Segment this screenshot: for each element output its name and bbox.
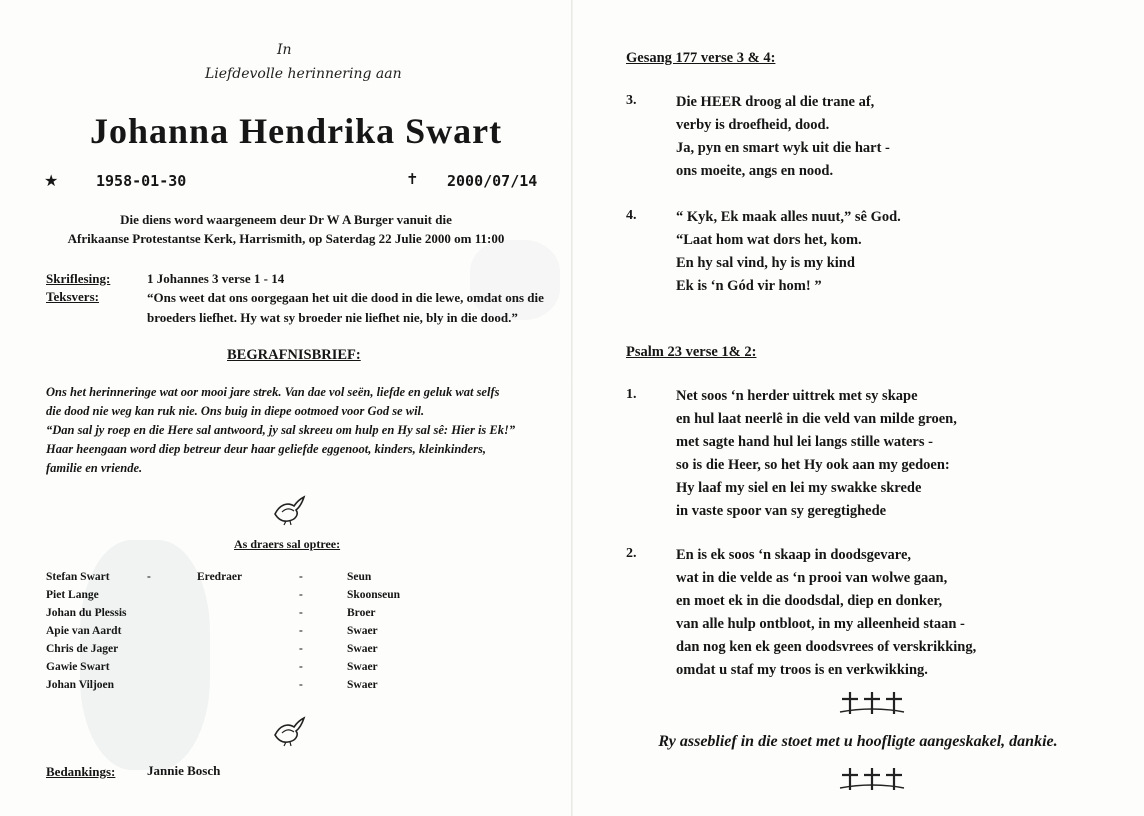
verse-line: Ja, pyn en smart wyk uit die hart -	[676, 140, 890, 156]
verse-number: 2.	[626, 546, 637, 561]
birth-date: 1958-01-30	[96, 172, 187, 190]
three-crosses-icon	[838, 690, 906, 716]
bearer-relation: Seun	[347, 571, 372, 583]
hymn-verse-3	[676, 91, 890, 183]
bearer-relation: Swaer	[347, 679, 378, 691]
bearer-dash: -	[299, 571, 303, 583]
bearer-relation: Broer	[347, 607, 376, 619]
verse-line: En hy sal vind, hy is my kind	[676, 255, 855, 271]
table-row	[46, 679, 446, 697]
verse-line: omdat u staf my troos is en verkwikking.	[676, 662, 928, 678]
verse-line: Hy laaf my siel en lei my swakke skrede	[676, 480, 922, 496]
closing-note: Ry asseblief in die stoet met u hoofligte aangeskakel, dankie.	[658, 733, 1058, 750]
bearers-heading: As draers sal optree:	[234, 537, 341, 551]
bearer-relation: Swaer	[347, 643, 378, 655]
verse-line: Ek is ‘n Gód vir hom! ”	[676, 278, 822, 294]
verse-number: 1.	[626, 387, 637, 402]
verse-number: 3.	[626, 93, 637, 108]
psalm-heading: Psalm 23 verse 1& 2:	[626, 344, 757, 360]
verse-line: in vaste spoor van sy geregtighede	[676, 503, 887, 519]
verse-line: en hul laat neerlê in die veld van milde groen,	[676, 411, 957, 427]
letter-line: familie en vriende.	[46, 461, 143, 475]
psalm-verse-1	[676, 385, 957, 523]
text-line-2: broeders liefhet. Hy wat sy broeder nie liefhet nie, bly in die dood.”	[147, 310, 518, 325]
reading-label: Skriflesing:	[46, 271, 111, 286]
verse-line: “Laat hom wat dors het, kom.	[676, 232, 862, 248]
bearer-relation: Skoonseun	[347, 589, 401, 601]
right-page	[572, 0, 1144, 816]
death-date: 2000/07/14	[447, 172, 538, 190]
verse-line: wat in die velde as ‘n prooi van wolwe gaan,	[676, 570, 948, 586]
verse-line: ons moeite, angs en nood.	[676, 163, 834, 179]
letter-line: Haar heengaan word diep betreur deur haar geliefde eggenoot, kinders, kleinkinders,	[46, 442, 486, 456]
verse-line: verby is droefheid, dood.	[676, 117, 830, 133]
table-row	[46, 571, 446, 589]
bearer-dash: -	[299, 607, 303, 619]
bearer-name: Chris de Jager	[46, 643, 119, 655]
in-label: In	[277, 42, 292, 58]
verse-line: so is die Heer, so het Hy ook aan my gedoen:	[676, 457, 950, 473]
hymn-verse-4	[676, 206, 901, 298]
thanks-value: Jannie Bosch	[147, 763, 221, 778]
bearer-name: Gawie Swart	[46, 661, 110, 673]
verse-line: Die HEER droog al die trane af,	[676, 94, 875, 110]
verse-number: 4.	[626, 208, 637, 223]
bearer-name: Johan Viljoen	[46, 679, 115, 691]
star-icon: ★	[44, 173, 59, 190]
bearers-table	[46, 571, 446, 697]
reading-value: 1 Johannes 3 verse 1 - 14	[147, 271, 285, 286]
table-row	[46, 661, 446, 679]
verse-line: dan nog ken ek geen doodsvrees of verskrikking,	[676, 639, 977, 655]
bearer-role: Eredraer	[197, 571, 243, 583]
bearer-name: Stefan Swart	[46, 571, 110, 583]
memory-label: Liefdevolle herinnering aan	[205, 66, 402, 82]
bearer-dash: -	[147, 571, 151, 583]
three-crosses-icon	[838, 766, 906, 792]
bearer-relation: Swaer	[347, 625, 378, 637]
bearer-dash: -	[299, 625, 303, 637]
bearer-relation: Swaer	[347, 661, 378, 673]
letter-line: Ons het herinneringe wat oor mooi jare strek. Van dae vol seën, liefde en geluk wat selfs	[46, 385, 500, 399]
bearer-dash: -	[299, 643, 303, 655]
bearer-dash: -	[299, 679, 303, 691]
bearer-name: Piet Lange	[46, 589, 99, 601]
table-row	[46, 607, 446, 625]
psalm-verse-2	[676, 544, 976, 682]
verse-line: En is ek soos ‘n skaap in doodsgevare,	[676, 547, 912, 563]
bearer-dash: -	[299, 661, 303, 673]
bearer-dash: -	[299, 589, 303, 601]
letter-line: die dood nie weg kan ruk nie. Ons buig in diepe ootmoed voor God se wil.	[46, 404, 425, 418]
service-line-1: Die diens word waargeneem deur Dr W A Burger vanuit die	[120, 212, 452, 227]
verse-line: van alle hulp ontbloot, in my alleenheid staan -	[676, 616, 965, 632]
dove-icon	[272, 494, 306, 526]
table-row	[46, 589, 446, 607]
letter-line: “Dan sal jy roep en die Here sal antwoord, jy sal skreeu om hulp en Hy sal sê: Hier is Ek!”	[46, 423, 516, 437]
text-line-1: “Ons weet dat ons oorgegaan het uit die dood in die lewe, omdat ons die	[147, 290, 544, 305]
verse-line: Net soos ‘n herder uittrek met sy skape	[676, 388, 918, 404]
verse-line: met sagte hand hul lei langs stille waters -	[676, 434, 933, 450]
service-line-2: Afrikaanse Protestantse Kerk, Harrismith, op Saterdag 22 Julie 2000 om 11:00	[67, 231, 505, 246]
table-row	[46, 643, 446, 661]
text-label: Teksvers:	[46, 289, 99, 304]
cross-icon: ✝	[406, 172, 419, 188]
dove-icon	[272, 715, 306, 747]
burial-heading: BEGRAFNISBRIEF:	[227, 347, 361, 363]
bearer-name: Johan du Plessis	[46, 607, 127, 619]
table-row	[46, 625, 446, 643]
deceased-name: Johanna Hendrika Swart	[90, 111, 503, 151]
hymn-heading: Gesang 177 verse 3 & 4:	[626, 50, 776, 66]
bearer-name: Apie van Aardt	[46, 625, 122, 637]
verse-line: en moet ek in die doodsdal, diep en donker,	[676, 593, 943, 609]
verse-line: “ Kyk, Ek maak alles nuut,” sê God.	[676, 209, 901, 225]
thanks-label: Bedankings:	[46, 764, 116, 779]
letter-block	[46, 383, 566, 478]
